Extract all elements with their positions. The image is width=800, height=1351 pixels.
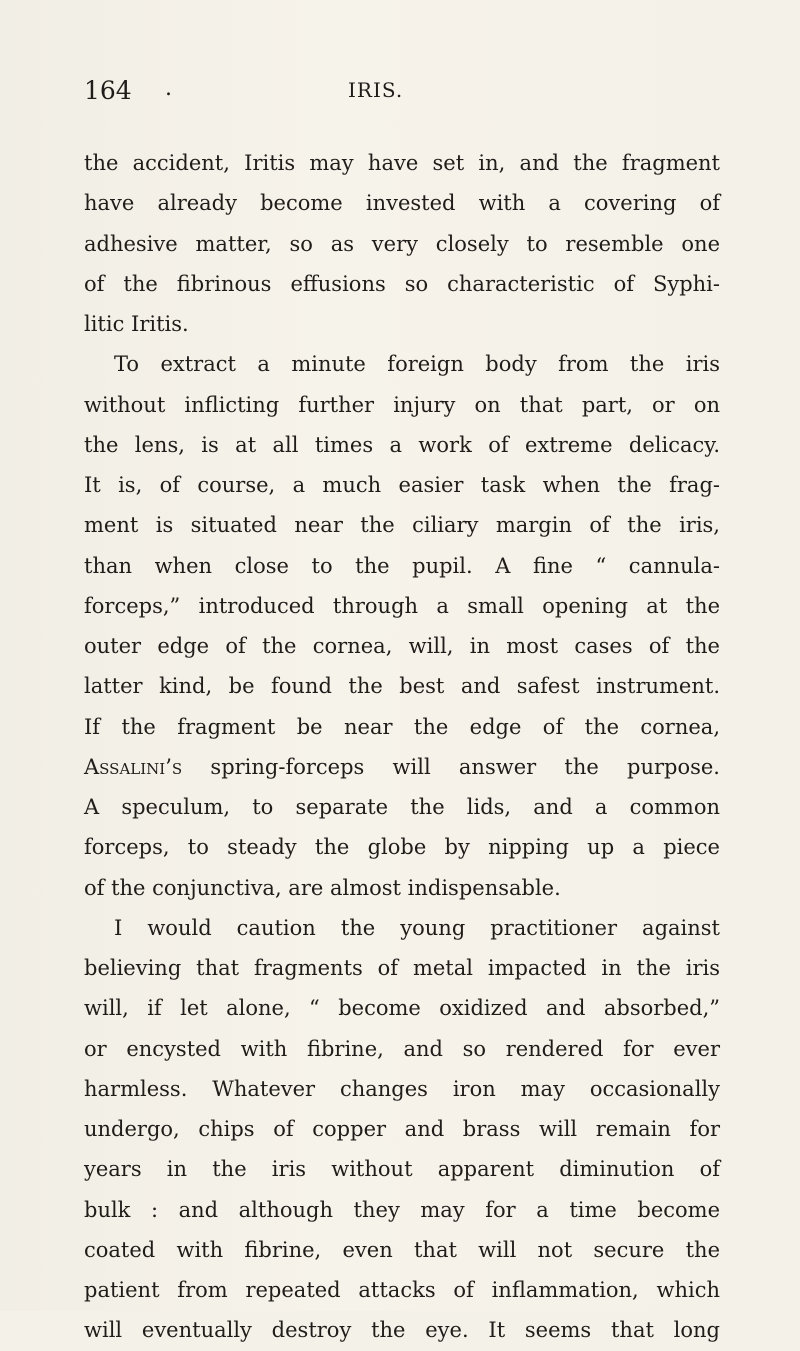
- text-line-3: adhesive matter, so as very closely to resemble one: [84, 231, 720, 256]
- body-text: [84, 143, 720, 1351]
- text-line-9: It is, of course, a much easier task when the frag-: [84, 473, 720, 497]
- text-line-26: years in the iris without apparent diminution of: [84, 1157, 720, 1182]
- header-separator: .: [165, 76, 172, 101]
- text-line-30: will eventually destroy the eye. It seems that long: [84, 1318, 720, 1343]
- text-line-17: A speculum, to separate the lids, and a common: [84, 795, 720, 819]
- text-line-29: patient from repeated attacks of inflammation, which: [84, 1278, 720, 1302]
- text-line-23: or encysted with fibrine, and so rendered for ever: [84, 1036, 720, 1061]
- text-line-13: outer edge of the cornea, will, in most cases of the: [84, 634, 720, 658]
- text-line-8: the lens, is at all times a work of extreme delicacy.: [84, 432, 720, 457]
- page-header: [84, 76, 724, 108]
- text-line-24: harmless. Whatever changes iron may occasionally: [84, 1076, 720, 1101]
- text-line-14: latter kind, be found the best and safest instrument.: [84, 674, 720, 699]
- text-line-10: ment is situated near the ciliary margin of the iris,: [84, 513, 720, 538]
- text-line-18: forceps, to steady the globe by nipping up a piece: [84, 835, 720, 860]
- text-line-11: than when close to the pupil. A fine “ cannula-: [84, 553, 720, 578]
- text-line-27: bulk : and although they may for a time become: [84, 1197, 720, 1222]
- text-line-16-rest: spring-forceps will answer the purpose.: [210, 754, 720, 779]
- text-line-4: of the fibrinous effusions so characteristic of Syphi-: [84, 271, 720, 296]
- text-line-7: without inflicting further injury on that part, or on: [84, 392, 720, 417]
- text-line-2: have already become invested with a covering of: [84, 191, 720, 216]
- author-name-assalini: Assalini’s: [84, 754, 183, 779]
- text-line-19: of the conjunctiva, are almost indispensable.: [84, 875, 561, 900]
- text-line-5: litic Iritis.: [84, 312, 189, 336]
- text-line-15: If the fragment be near the edge of the cornea,: [84, 714, 720, 739]
- text-line-16: [84, 747, 720, 787]
- text-line-6: To extract a minute foreign body from the iris: [114, 352, 720, 377]
- text-line-20: I would caution the young practitioner against: [114, 915, 720, 940]
- running-title: IRIS.: [348, 78, 404, 102]
- page-number: 164: [84, 76, 132, 105]
- text-line-25: undergo, chips of copper and brass will remain for: [84, 1117, 720, 1141]
- text-line-12: forceps,” introduced through a small opening at the: [84, 593, 720, 618]
- text-line-28: coated with fibrine, even that will not secure the: [84, 1237, 720, 1262]
- text-line-22: will, if let alone, “ become oxidized and absorbed,”: [84, 996, 720, 1021]
- text-line-1: the accident, Iritis may have set in, and the fragment: [84, 151, 720, 175]
- text-line-21: believing that fragments of metal impacted in the iris: [84, 956, 720, 980]
